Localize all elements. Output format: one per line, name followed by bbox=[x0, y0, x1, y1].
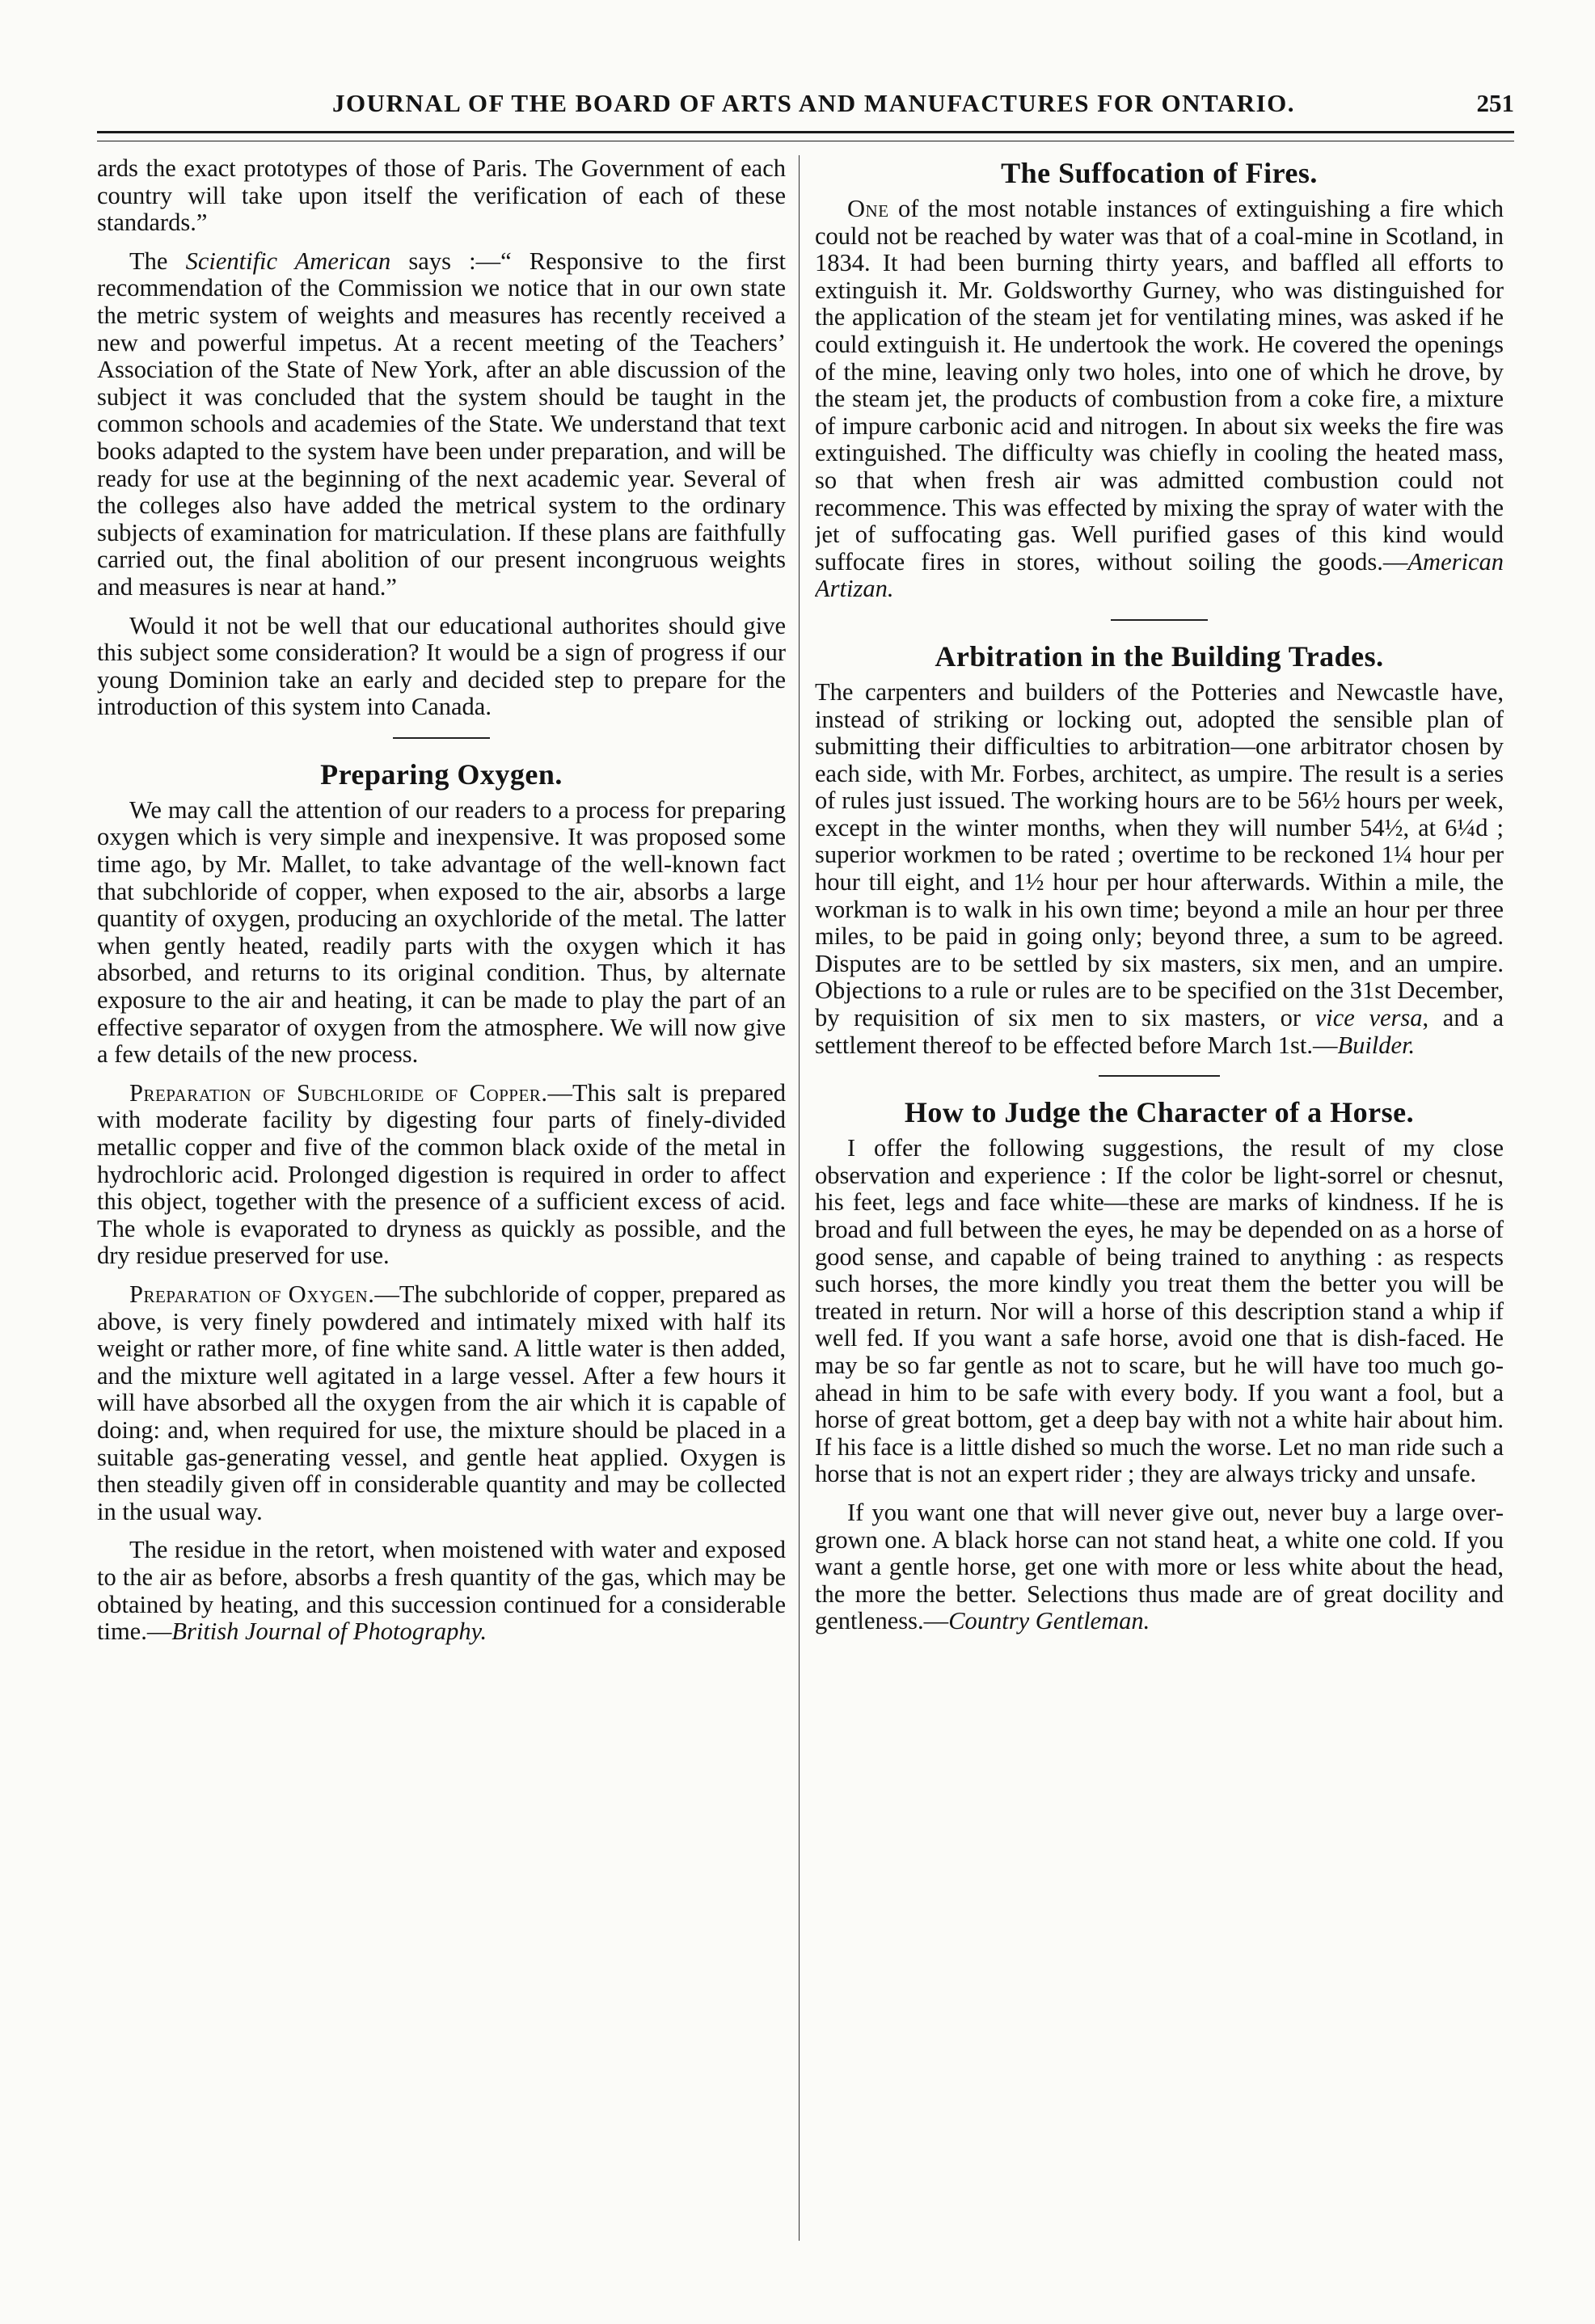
fires-paragraph bbox=[815, 196, 1504, 603]
left-column bbox=[97, 155, 786, 2257]
sciam-lead: The bbox=[129, 247, 186, 275]
header-double-rule bbox=[97, 131, 1514, 141]
horse-paragraph-2 bbox=[815, 1499, 1504, 1635]
subchloride-paragraph bbox=[97, 1080, 786, 1270]
metric-intro-paragraph: ards the exact prototypes of those of Paris. The Government of each country will take upon itself the verification of each of these standards.” bbox=[97, 155, 786, 237]
article-title-horse: How to Judge the Character of a Horse. bbox=[904, 1096, 1415, 1129]
residue-source: British Journal of Photography. bbox=[171, 1618, 487, 1646]
prep-oxygen-heading: Preparation of Oxygen. bbox=[129, 1280, 375, 1308]
arbitration-body-b: , and a settlement thereof to be effected before March 1st.— bbox=[815, 1004, 1504, 1059]
subchloride-heading: Preparation of Subchloride of Copper. bbox=[129, 1078, 548, 1107]
horse-body-2: If you want one that will never give out, never buy a large over-grown one. A black horse can not stand heat, a white one cold. If you want a gentle horse, get one with more or less white about the head, the more the better. Selections thus made are of great docility and gentleness.— bbox=[815, 1498, 1504, 1635]
authorities-paragraph: Would it not be well that our educational authorites should give this subject some consideration? It would be a sign of progress if our young Dominion take an early and decided step to prepare for the introduction of this system into Canada. bbox=[97, 611, 786, 721]
right-column bbox=[815, 155, 1504, 2257]
arbitration-paragraph bbox=[815, 679, 1504, 1059]
sciam-body: says :—“ Responsive to the first recommendation of the Commission we notice that in our own state the metric system of weights and measures has recently received a new and powerful impetus. At a recent meeting of the Teachers’ Association of the State of New York, after an able discussion of the subject it was concluded that the system should be taught in the common schools and academies of the State. We understand that text books adapted to the system have been under preparation, and will be ready for use at the beginning of the next academic year. Several of the colleges also have added the metrical system to the ordinary subjects of examination for matriculation. If these plans are faithfully carried out, the final abolition of our present incongruous weights and measures is near at hand.” bbox=[97, 247, 786, 601]
sciam-source: Scientific American bbox=[185, 247, 391, 275]
fires-body: of the most notable instances of extinguishing a fire which could not be reached by water was that of a coal-mine in Scotland, in 1834. It had been burning thirty years, and baffled all efforts to extinguish it. Mr. Goldsworthy Gurney, who was distinguished for the application of the steam jet for ventilating mines, was asked if he could extinguish it. He undertook the work. He covered the openings of the mine, leaving only two holes, into one of which he drove, by the steam jet, the products of combustion from a coke fire, a mixture of impure carbonic acid and nitrogen. In about six weeks the fire was extinguished. The difficulty was chiefly in cooling the heated mass, so that when fresh air was admitted combustion could not recommence. This was effected by mixing the spray of water with the jet of suffocating gas. Well purified gases of this kind would suffocate fires in stores, without soiling the goods.— bbox=[815, 195, 1504, 576]
residue-paragraph bbox=[97, 1537, 786, 1645]
section-divider-rule bbox=[393, 737, 490, 739]
horse-paragraph-1: I offer the following suggestions, the result of my close observation and experience : If the color be light-sorrel or chesnut, his feet, legs and face white—these are marks of kindness. If he is broad and full between the eyes, he may be depended on as a horse of good sense, and capable of being trained to anything : as respects such horses, the more kindly you treat them the better you will be treated in return. Nor will a horse of this description stand a whip if well fed. If you want a safe horse, avoid one that is dish-faced. He may be so far gentle as not to scare, but he will have too much go-ahead in him to be safe with every body. If you want a fool, but a horse of great bottom, get a deep bay with not a white hair about him. If his face is a little dished so much the worse. Let no man ride such a horse that is not an expert rider ; they are always tricky and unsafe. bbox=[815, 1134, 1504, 1488]
section-divider-rule bbox=[1099, 1075, 1220, 1077]
prep-oxygen-body: —The subchloride of copper, prepared as above, is very finely powdered and intimately mixed with half its weight or rather more, of fine white sand. A little water is then added, and the mixture well agitated in a large vessel. After a few hours it will have absorbed all the oxygen from the air which it is capable of doing: and, when required for use, the mixture should be placed in a suitable gas-generating vessel, and gentle heat applied. Oxygen is then steadily given off in considerable quantity and may be collected in the usual way. bbox=[97, 1280, 786, 1525]
running-head bbox=[97, 89, 1514, 124]
arbitration-body-a: The carpenters and builders of the Potteries and Newcastle have, instead of striking or locking out, adopted the sensible plan of submitting their difficulties to arbitration—one arbitrator chosen by each side, with Mr. Forbes, architect, as umpire. The result is a series of rules just issued. The working hours are to be 56½ hours per week, except in the winter months, when they will number 54½, at 6¼d ; superior workmen to be rated ; overtime to be reckoned 1¼ hour per hour till eight, and 1½ hour per hour afterwards. Within a mile, the workman is to walk in his own time; beyond a mile an hour per three miles, to be paid in going only; beyond three, a sum to be agreed. Disputes are to be settled by six masters, six men, and an umpire. Objections to a rule or rules are to be specified on the 31st December, by requisition of six men to six masters, or bbox=[815, 677, 1504, 1032]
residue-body: The residue in the retort, when moistened with water and exposed to the air as before, absorbs a fresh quantity of the gas, which may be obtained by heating, and this succession continued for a considerable time.— bbox=[97, 1536, 786, 1646]
scientific-american-paragraph bbox=[97, 248, 786, 601]
column-divider bbox=[799, 155, 800, 2241]
fires-source: American Artizan. bbox=[815, 547, 1504, 603]
prep-oxygen-paragraph bbox=[97, 1281, 786, 1525]
horse-source: Country Gentleman. bbox=[948, 1607, 1150, 1635]
article-title-fires: The Suffocation of Fires. bbox=[1001, 157, 1318, 189]
subchloride-body: —This salt is prepared with moderate facility by digesting four parts of finely-divided metallic copper and five of the common black oxide of the metal in hydrochloric acid. Prolonged digestion is required in order to affect this object, together with the presence of a sufficient excess of acid. The whole is evaporated to dryness as quickly as possible, and the dry residue preserved for use. bbox=[97, 1078, 786, 1270]
section-divider-rule bbox=[1111, 619, 1208, 621]
page-number: 251 bbox=[1476, 89, 1514, 117]
article-title-arbitration: Arbitration in the Building Trades. bbox=[935, 639, 1384, 673]
article-title-oxygen: Preparing Oxygen. bbox=[320, 757, 563, 791]
oxygen-paragraph: We may call the attention of our readers to a process for preparing oxygen which is very simple and inexpensive. It was proposed some time ago, by Mr. Mallet, to take advantage of the well-known fact that subchloride of copper, when exposed to the air, absorbs a large quantity of oxygen, producing an oxychloride of the metal. The latter when gently heated, readily parts with the oxygen which it has absorbed, and returns to its original condition. Thus, by alternate exposure to the air and heating, it can be made to play the part of an effective separator of oxygen from the atmosphere. We will now give a few details of the new process. bbox=[97, 795, 786, 1069]
journal-title: JOURNAL OF THE BOARD OF ARTS AND MANUFACTURES FOR ONTARIO. bbox=[331, 89, 1296, 117]
fires-dropword: One bbox=[847, 195, 889, 222]
arbitration-vice-versa: vice versa bbox=[1314, 1004, 1423, 1032]
arbitration-source: Builder. bbox=[1337, 1031, 1416, 1059]
